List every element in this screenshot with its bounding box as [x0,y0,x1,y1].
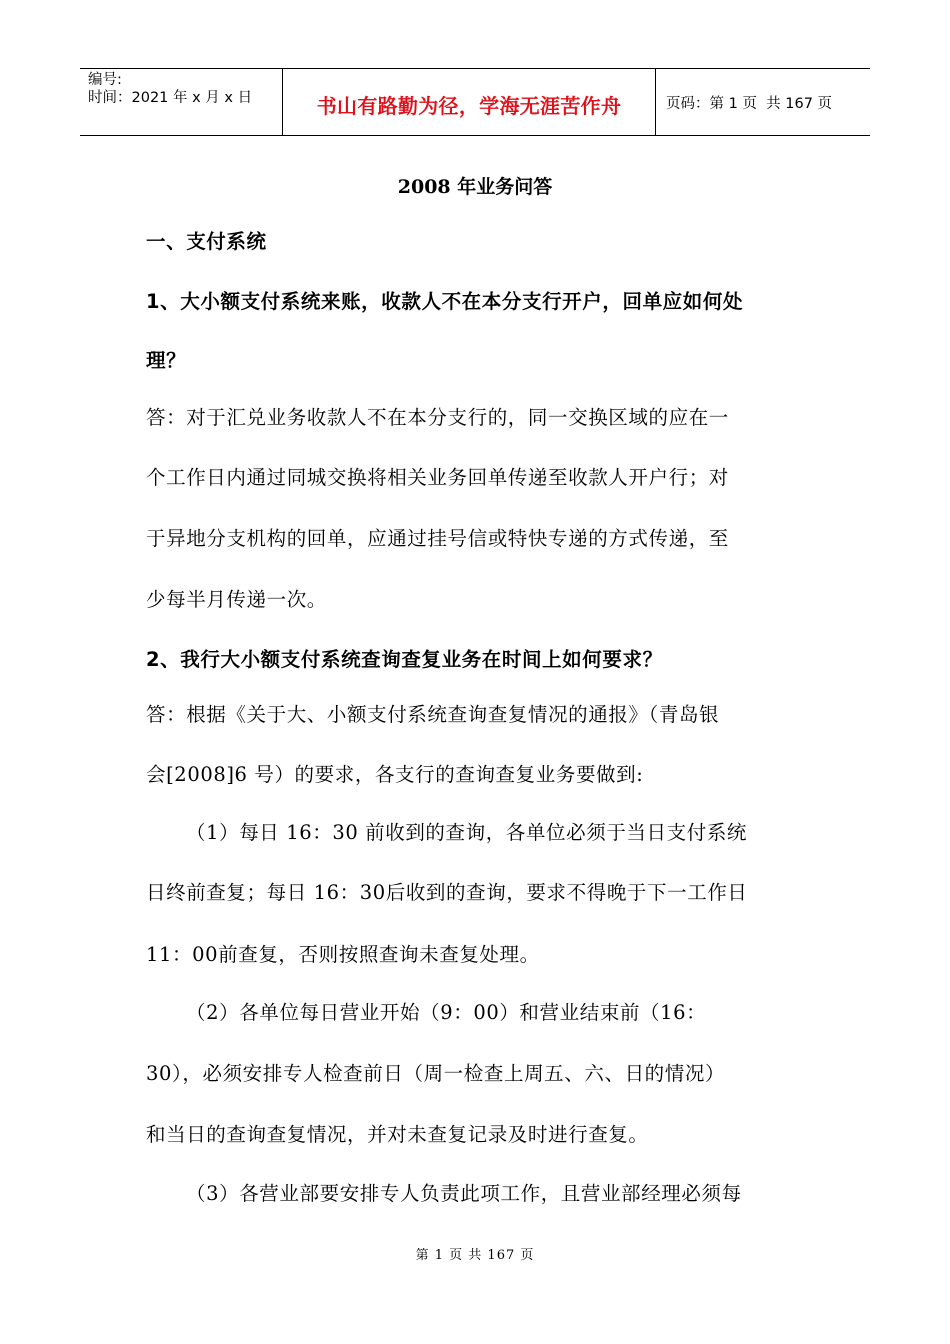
doc-code-label: 编号: [88,72,122,88]
answer-1-line-2: 个工作日内通过同城交换将相关业务回单传递至收款人开户行；对 [146,466,729,489]
header-meta-cell [80,69,282,135]
answer-2-line-2: 会[2008]6 号）的要求，各支行的查询查复业务要做到: [146,763,644,786]
answer-1-line-4: 少每半月传递一次。 [146,588,327,611]
paragraph-2-line-2: 30），必须安排专人检查前日（周一检查上周五、六、日的情况） [146,1062,726,1085]
doc-date-label: 时间：2021 年 x 月 x 日 [88,90,253,106]
header-page-info: 页码：第 1 页 共 167 页 [666,95,833,112]
paragraph-2-line-1: （2）各单位每日营业开始（9：00）和营业结束前（16： [186,1001,707,1024]
document-title: 2008 年业务问答 [397,176,553,198]
section-heading: 一、支付系统 [146,230,267,253]
paragraph-2-line-3: 和当日的查询查复情况，并对未查复记录及时进行查复。 [146,1123,649,1146]
answer-2-line-1: 答：根据《关于大、小额支付系统查询查复情况的通报》（青岛银 [146,703,720,726]
question-1-line-2: 理？ [146,349,187,372]
page-footer: 第 1 页 共 167 页 [415,1248,535,1263]
paragraph-1-line-1: （1）每日 16：30 前收到的查询，各单位必须于当日支付系统 [186,821,748,844]
header-motto-cell [282,69,656,135]
question-1-line-1: 1、大小额支付系统来账，收款人不在本分支行开户，回单应如何处 [146,290,744,313]
paragraph-1-line-2: 日终前查复；每日 16：30后收到的查询，要求不得晚于下一工作日 [146,881,748,904]
question-2: 2、我行大小额支付系统查询查复业务在时间上如何要求？ [146,648,663,671]
header-motto: 书山有路勤为径，学海无涯苦作舟 [316,93,622,118]
paragraph-3-line-1: （3）各营业部要安排专人负责此项工作，且营业部经理必须每 [186,1182,742,1205]
answer-1-line-3: 于异地分支机构的回单，应通过挂号信或特快专递的方式传递，至 [146,527,729,550]
answer-1-line-1: 答：对于汇兑业务收款人不在本分支行的，同一交换区域的应在一 [146,406,729,429]
header-page-cell [656,69,870,135]
header-table [80,68,870,136]
paragraph-1-line-3: 11：00前查复，否则按照查询未查复处理。 [146,943,540,966]
